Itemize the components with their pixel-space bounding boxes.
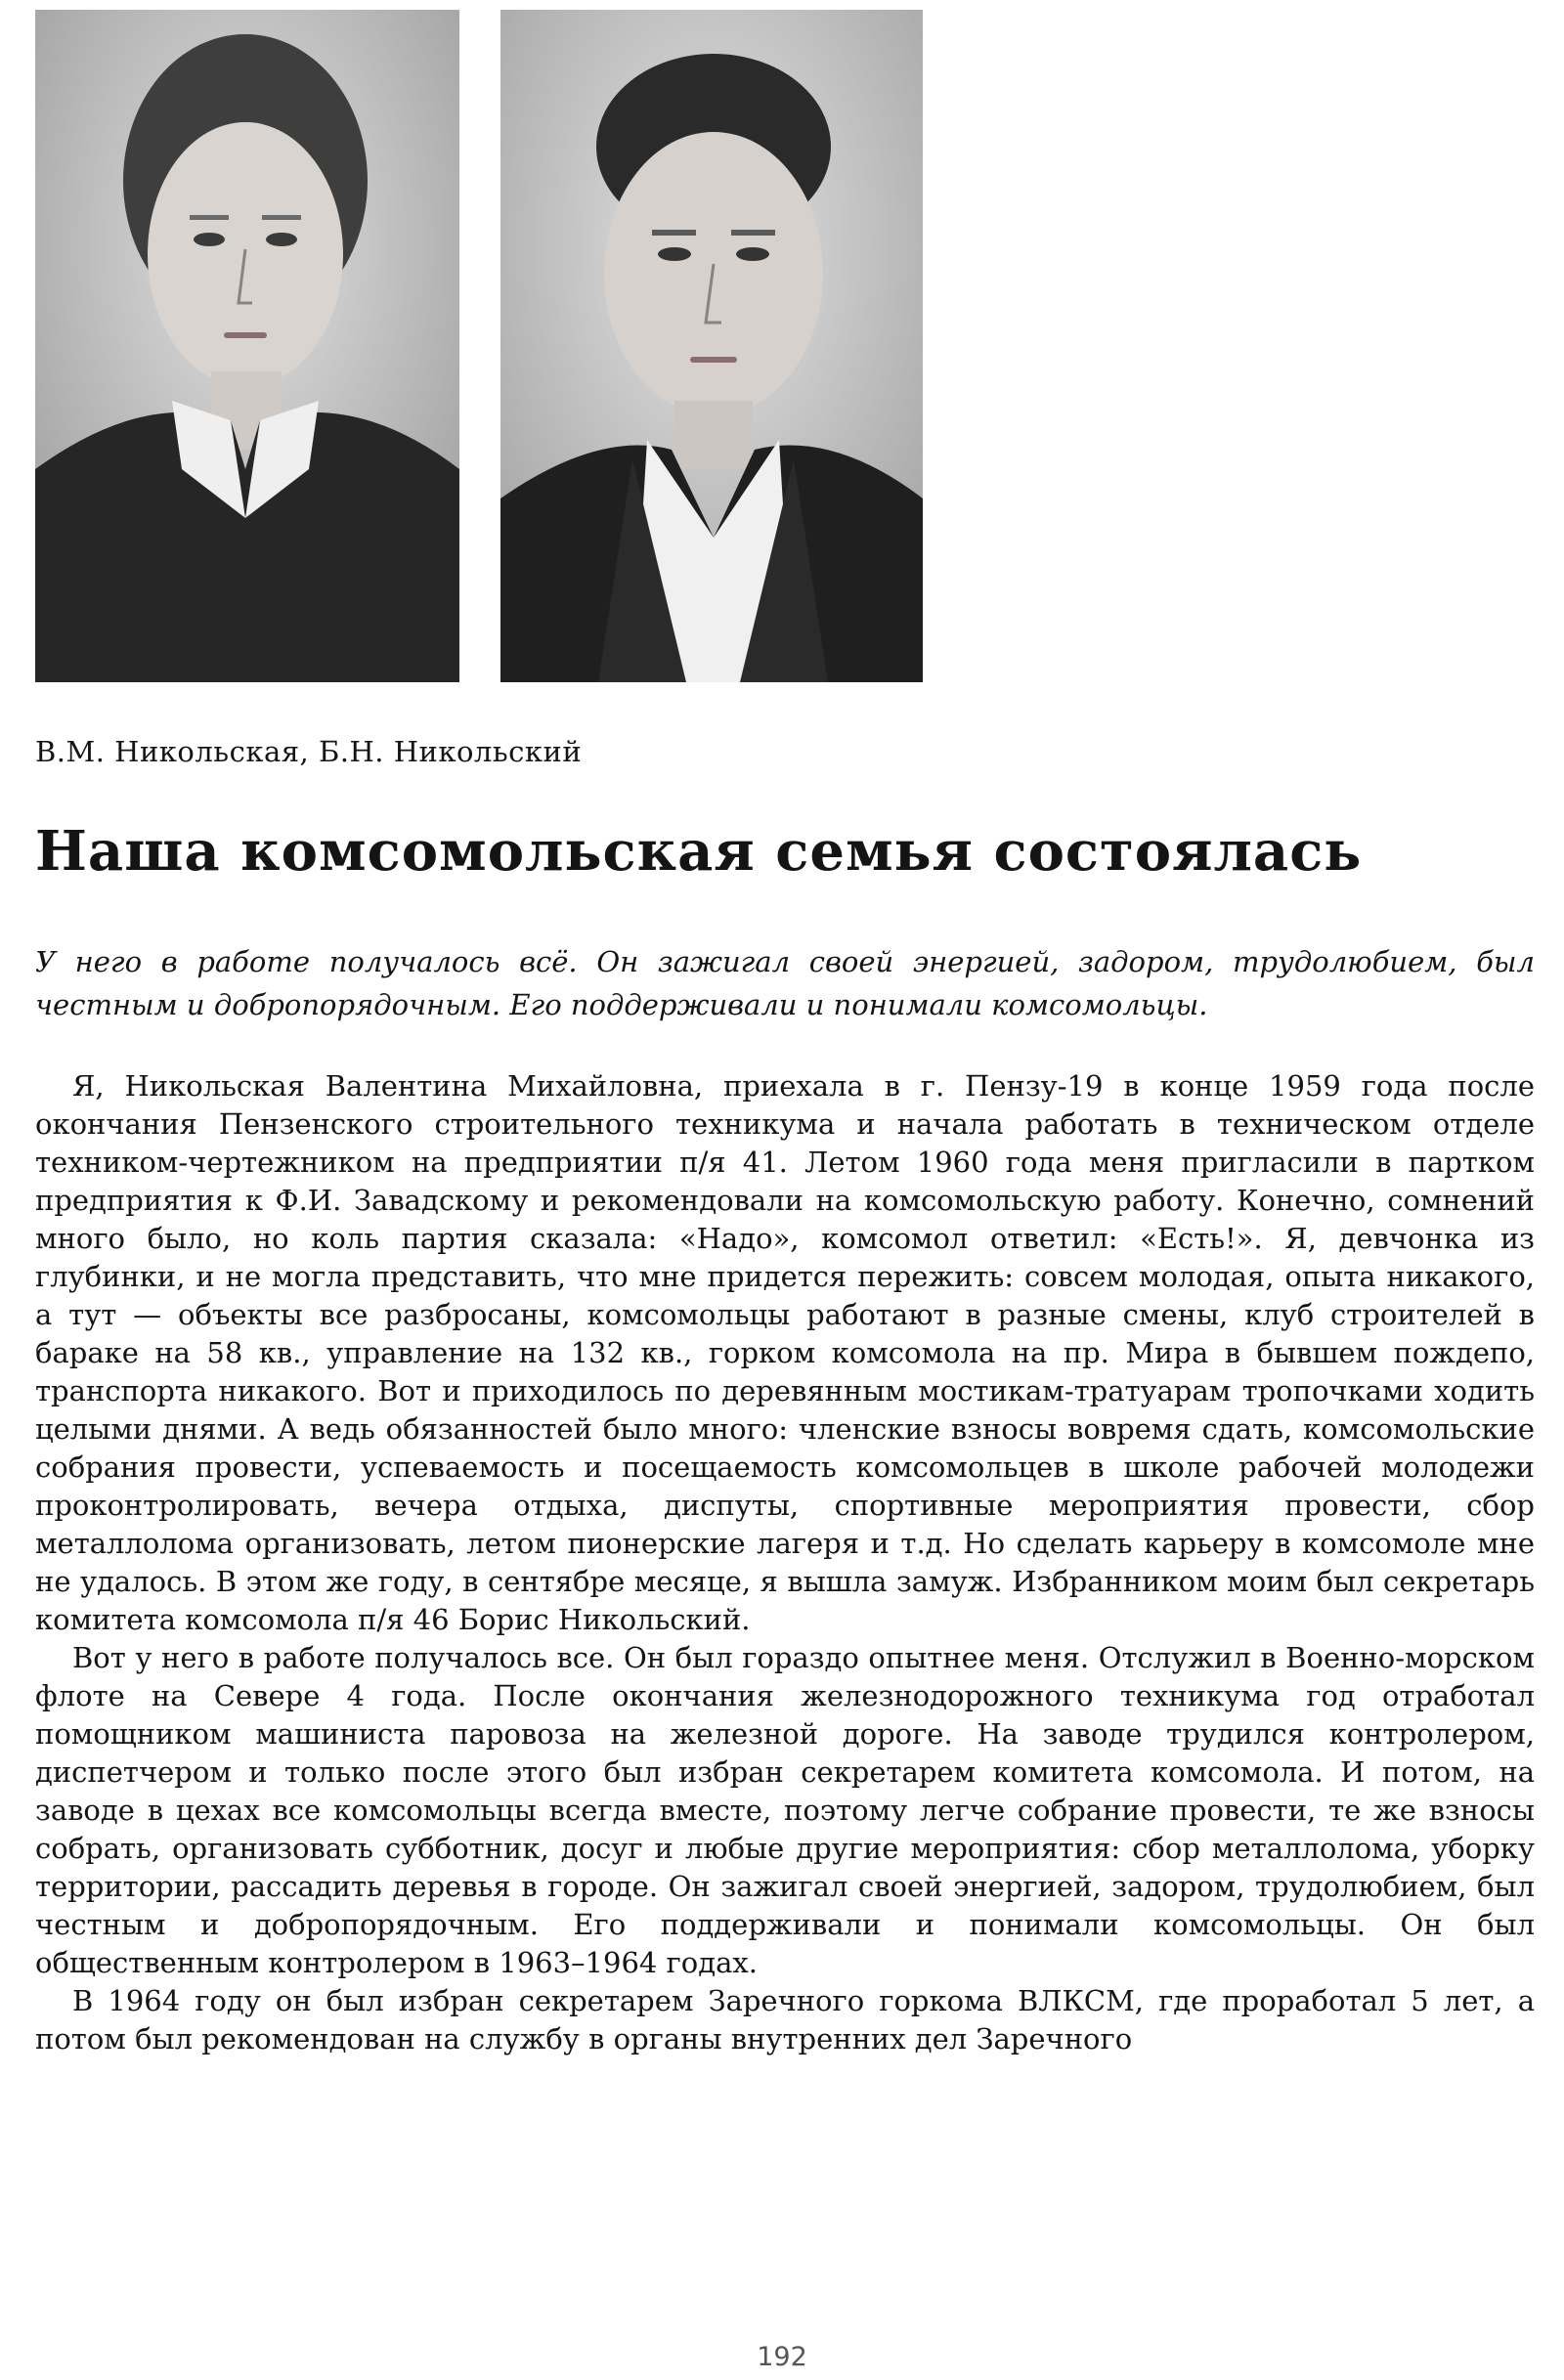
portrait-woman-photo — [35, 10, 459, 682]
page-number: 192 — [757, 2342, 807, 2372]
epigraph: У него в работе получалось всё. Он зажигал своей энергией, задором, трудолюбием, был честным и добропорядочным. Его поддерживали и понимали комсомольцы. — [35, 945, 1535, 1021]
paragraph: Я, Никольская Валентина Михайловна, приехала в г. Пензу-19 в конце 1959 года после окончания Пензенского строительного техникума и начала работать в техническом отделе техником-чертежником на предприятии п/я 41. Летом 1960 года меня пригласили в партком предприятия к Ф.И. Завадскому и рекомендовали на комсомольскую работу. Конечно, сомнений много было, но коль партия сказала: «Надо», комсомол ответил: «Есть!». Я, девчонка из глубинки, и не могла представить, что мне придется пережить: совсем молодая, опыта никакого, а тут — объекты все разбросаны, комсомольцы работают в разные смены, клуб строителей в бараке на 58 кв., управление на 132 кв., горком комсомола на пр. Мира в бывшем пождепо, транспорта никакого. Вот и приходилось по деревянным мостикам-тратуарам тропочками ходить целыми днями. А ведь обязанностей было много: членские взносы вовремя сдать, комсомольские собрания провести, успеваемость и посещаемость комсомольцев в школе рабочей молодежи проконтролировать, вечера отдыха, диспуты, спортивные мероприятия провести, сбор металлолома организовать, летом пионерские лагеря и т.д. Но сделать карьеру в комсомоле мне не удалось. В этом же году, в сентябре месяце, я вышла замуж. Избранником моим был секретарь комитета комсомола п/я 46 Борис Никольский. — [35, 1069, 1535, 1636]
portrait-man-photo — [500, 10, 923, 682]
paragraph: В 1964 году он был избран секретарем Заречного горкома ВЛКСМ, где проработал 5 лет, а потом был рекомендован на службу в органы внутренних дел Заречного — [35, 1984, 1535, 2055]
authors: В.М. Никольская, Б.Н. Никольский — [35, 735, 583, 768]
article-body — [35, 1067, 1535, 2058]
paragraph: Вот у него в работе получалось все. Он был гораздо опытнее меня. Отслужил в Военно-морском флоте на Севере 4 года. После окончания железнодорожного техникума год отработал помощником машиниста паровоза на железной дороге. На заводе трудился контролером, диспетчером и только после этого был избран секретарем комитета комсомола. И потом, на заводе в цехах все комсомольцы всегда вместе, поэтому легче собрание провести, те же взносы собрать, организовать субботник, досуг и любые другие мероприятия: сбор металлолома, уборку территории, рассадить деревья в городе. Он зажигал своей энергией, задором, трудолюбием, был честным и добропорядочным. Его поддерживали и понимали комсомольцы. Он был общественным контролером в 1963–1964 годах. — [35, 1641, 1535, 1979]
article-title: Наша комсомольская семья состоялась — [35, 819, 1363, 884]
